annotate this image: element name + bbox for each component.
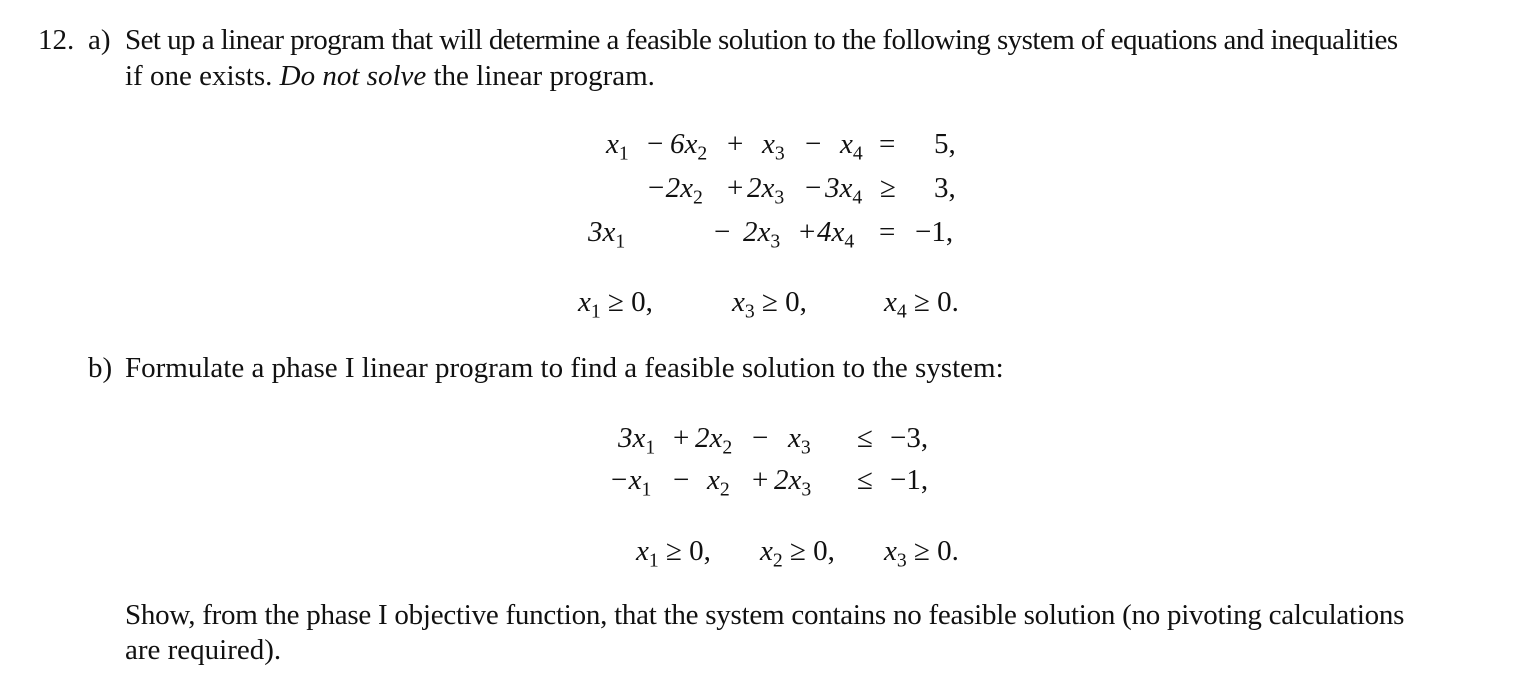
term: $4x_4$: [817, 216, 855, 253]
do-not-solve-emphasis: Do not solve: [279, 60, 427, 92]
rhs: −3,: [890, 422, 929, 454]
operator: +: [727, 172, 744, 204]
constraint: $x_2 \ge 0$,: [760, 535, 835, 572]
term: $3x_4$: [825, 172, 863, 209]
term: $-2x_2$: [646, 172, 703, 209]
part-a-line2-pre: if one exists.: [125, 60, 280, 92]
part-a-label: a): [88, 24, 111, 56]
term: $x_3$: [762, 128, 785, 165]
term: $x_4$: [840, 128, 863, 165]
term: $2x_3$: [747, 172, 785, 209]
operator: +: [673, 422, 690, 454]
term: $2x_2$: [695, 422, 733, 459]
rhs: −1,: [915, 216, 954, 248]
operator: +: [799, 216, 816, 248]
closing-line2: are required).: [125, 634, 282, 666]
operator: −: [647, 128, 664, 160]
part-b-label: b): [88, 352, 113, 384]
part-a-line2: [125, 62, 655, 91]
closing-line1: Show, from the phase I objective function, that the system contains no feasible solution (no pivoting calculations: [125, 599, 1405, 631]
relation: ≥: [880, 172, 896, 204]
term: $x_2$: [707, 464, 730, 501]
operator: −: [805, 172, 822, 204]
term: $-x_1$: [609, 464, 652, 501]
term: $3x_1$: [588, 216, 626, 253]
term: $2x_3$: [743, 216, 781, 253]
operator: −: [673, 464, 690, 496]
constraint: $x_1 \ge 0$,: [636, 535, 711, 572]
rhs: −1,: [890, 464, 929, 496]
operator: +: [727, 128, 744, 160]
term: $6x_2$: [670, 128, 708, 165]
constraint: $x_1 \ge 0$,: [578, 286, 653, 323]
relation: =: [879, 128, 896, 160]
operator: −: [752, 422, 769, 454]
operator: −: [805, 128, 822, 160]
constraint: $x_3 \ge 0$,: [732, 286, 807, 323]
relation: ≤: [857, 464, 873, 496]
part-b-text: Formulate a phase I linear program to find a feasible solution to the system:: [125, 352, 1004, 384]
operator: +: [752, 464, 769, 496]
term: $2x_3$: [774, 464, 812, 501]
part-a-line1: Set up a linear program that will determine a feasible solution to the following system of equations and inequalities: [125, 24, 1398, 56]
part-a-line2-post: the linear program.: [426, 60, 655, 92]
problem-number: 12.: [38, 24, 75, 56]
relation: =: [879, 216, 896, 248]
term: $3x_1$: [618, 422, 656, 459]
term: $x_3$: [788, 422, 811, 459]
relation: ≤: [857, 422, 873, 454]
constraint: $x_3 \ge 0$.: [884, 535, 959, 572]
rhs: 3,: [934, 172, 956, 204]
operator: −: [714, 216, 731, 248]
rhs: 5,: [934, 128, 956, 160]
constraint: $x_4 \ge 0$.: [884, 286, 959, 323]
term: $x_1$: [606, 128, 629, 165]
